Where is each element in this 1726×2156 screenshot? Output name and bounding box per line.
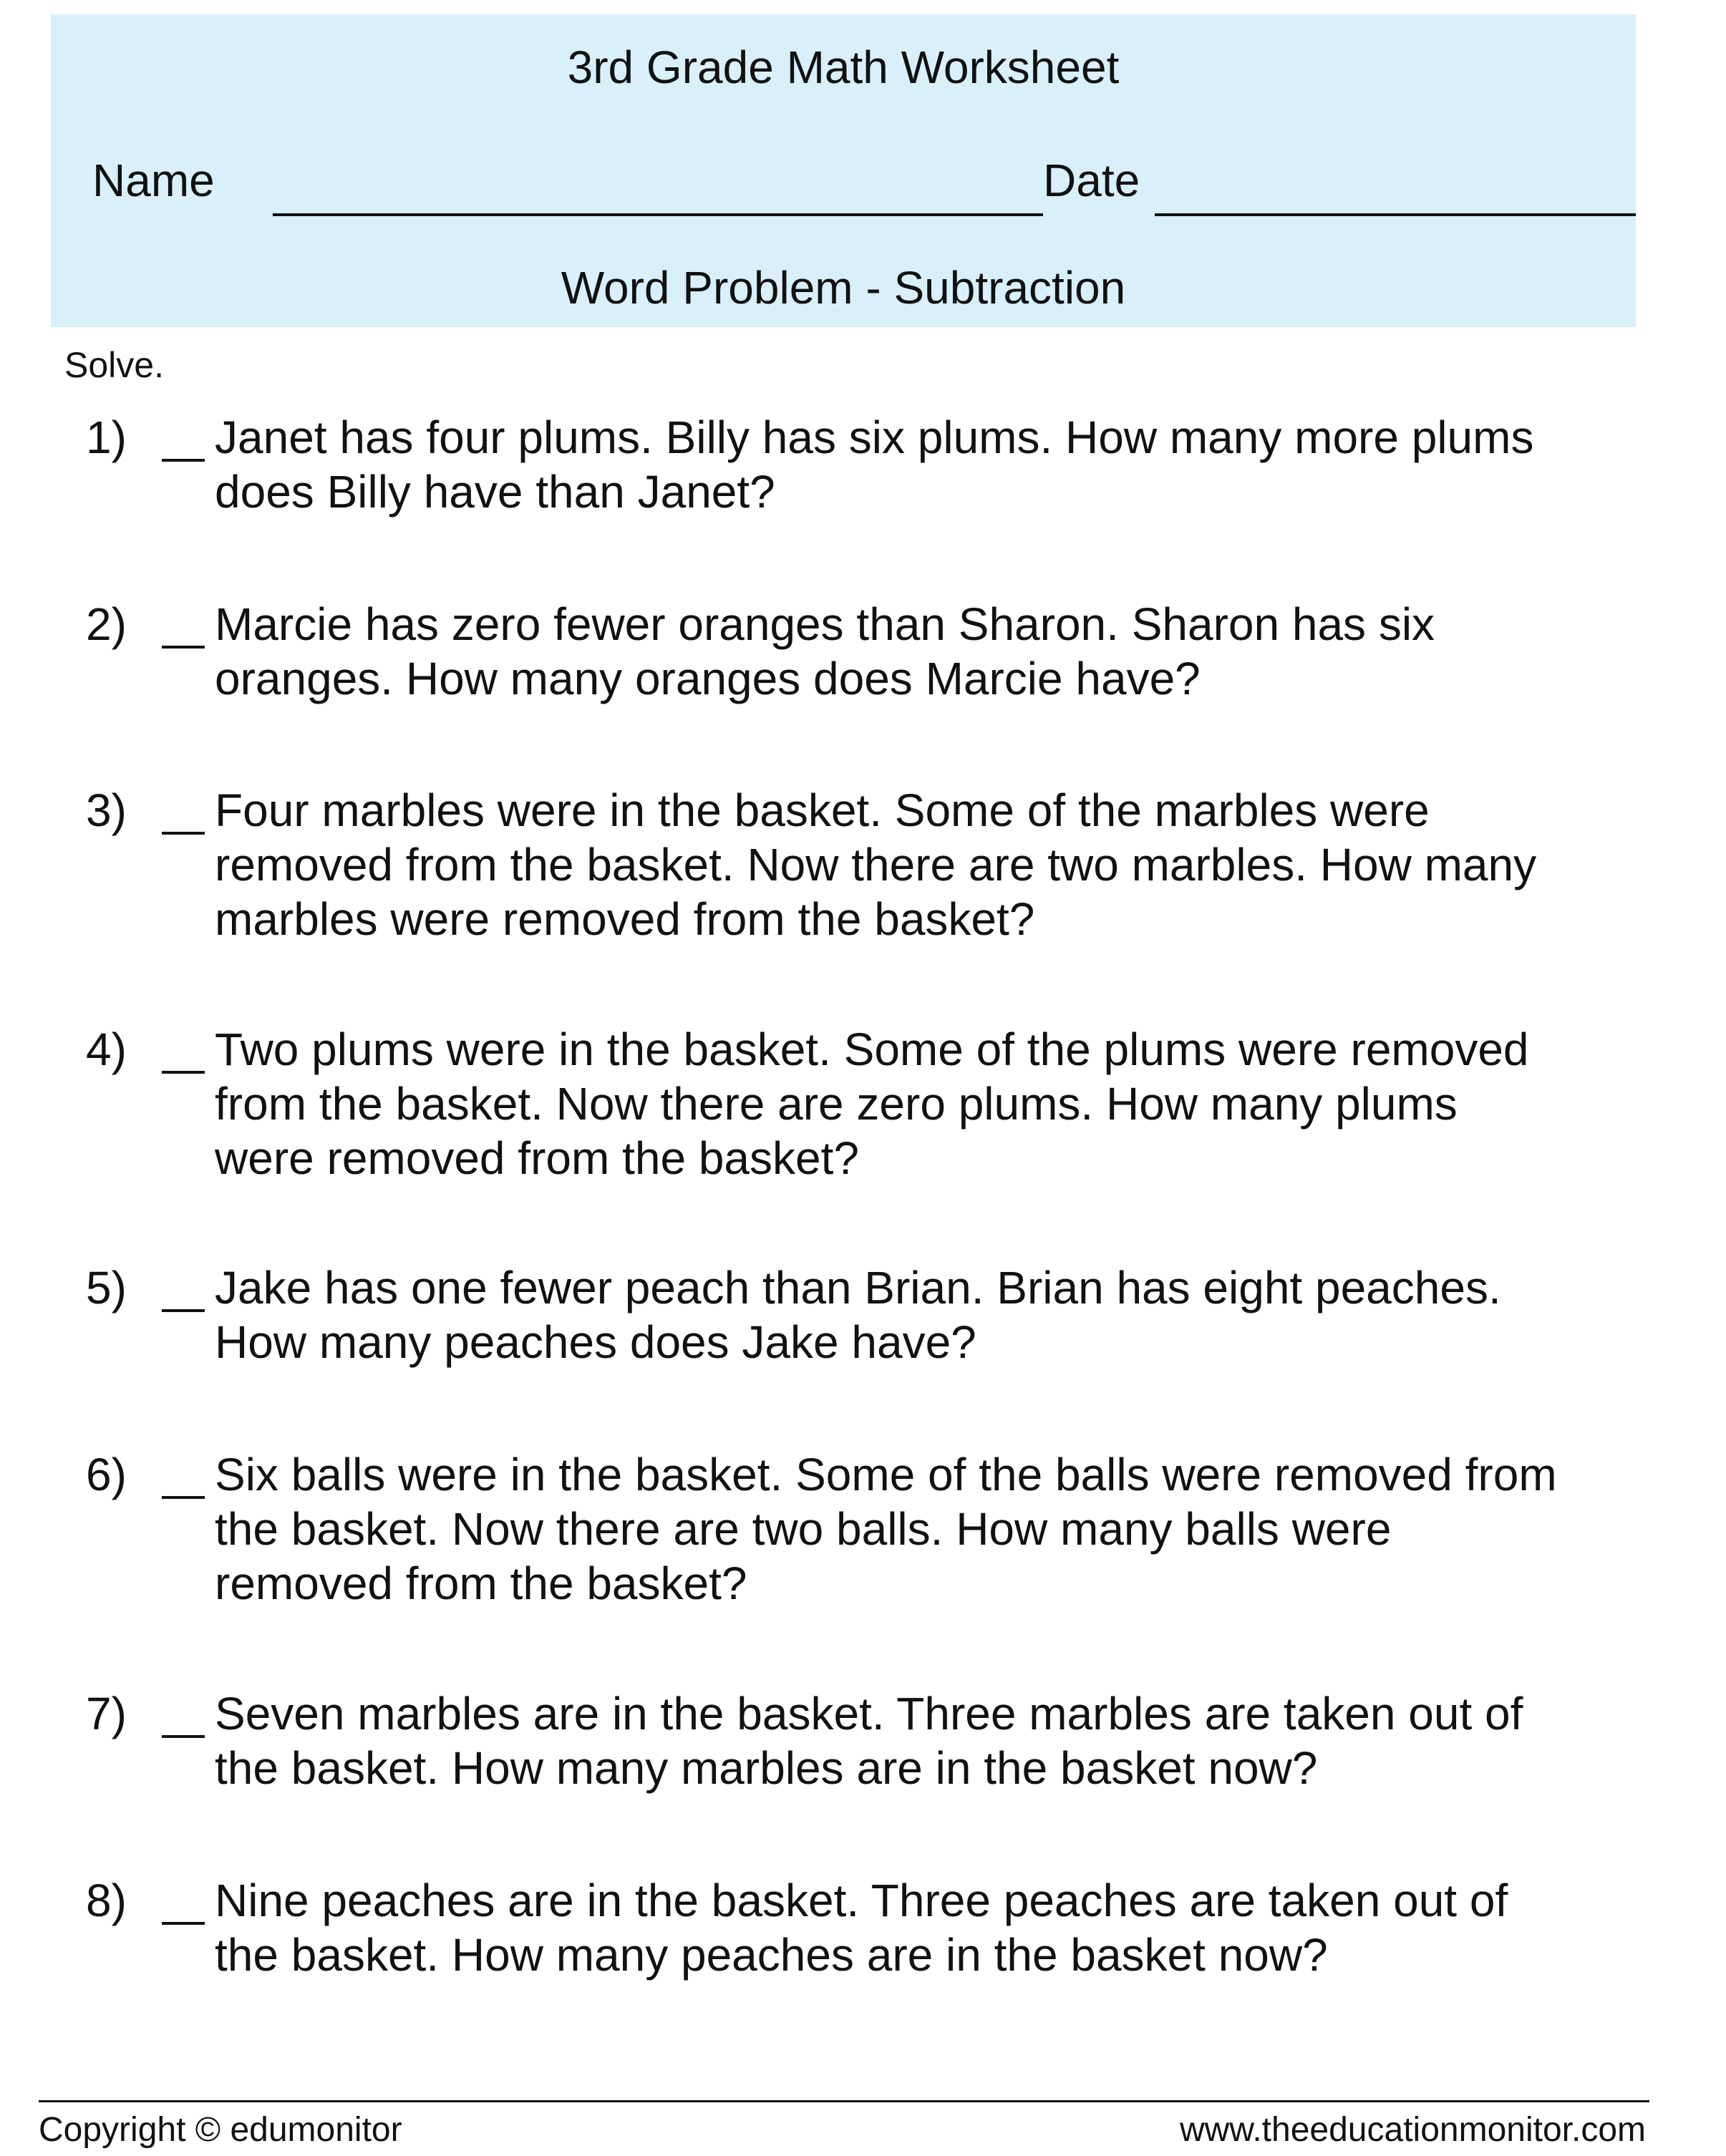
problem-number: 3) bbox=[86, 785, 127, 836]
problem-text-line: the basket. Now there are two balls. How many balls were bbox=[215, 1503, 1392, 1555]
problem-text-line: Nine peaches are in the basket. Three peaches are taken out of bbox=[215, 1875, 1508, 1926]
problem-text-line: Janet has four plums. Billy has six plums. How many more plums bbox=[215, 412, 1534, 463]
problem-text-line: from the basket. Now there are zero plums. How many plums bbox=[215, 1078, 1458, 1130]
problem-text-line: does Billy have than Janet? bbox=[215, 466, 775, 518]
problem-text bbox=[215, 1022, 1632, 1185]
problem-number: 5) bbox=[86, 1262, 127, 1313]
problem-text-line: Seven marbles are in the basket. Three marbles are taken out of bbox=[215, 1688, 1523, 1739]
answer-blank[interactable] bbox=[162, 459, 205, 462]
problem-number: 2) bbox=[86, 598, 127, 650]
problem-text-line: the basket. How many peaches are in the basket now? bbox=[215, 1929, 1328, 1981]
problem-number: 1) bbox=[86, 412, 127, 463]
problem-text-line: Four marbles were in the basket. Some of the marbles were bbox=[215, 785, 1430, 836]
copyright-text: Copyright © edumonitor bbox=[39, 2111, 402, 2149]
problem-text bbox=[215, 597, 1632, 706]
name-date-row bbox=[92, 149, 1639, 213]
problem-number: 6) bbox=[86, 1449, 127, 1500]
answer-blank[interactable] bbox=[162, 1309, 205, 1312]
problem-number: 4) bbox=[86, 1024, 127, 1075]
problem-text-line: Marcie has zero fewer oranges than Sharon. Sharon has six bbox=[215, 598, 1435, 650]
problem-text-line: removed from the basket? bbox=[215, 1558, 747, 1609]
problem-text bbox=[215, 1447, 1632, 1611]
worksheet-title: 3rd Grade Math Worksheet bbox=[567, 42, 1120, 93]
date-field[interactable] bbox=[1155, 213, 1636, 216]
problem-text bbox=[215, 1873, 1632, 1982]
problem-number: 7) bbox=[86, 1688, 127, 1739]
answer-blank[interactable] bbox=[162, 832, 205, 835]
worksheet-subtitle: Word Problem - Subtraction bbox=[561, 262, 1126, 314]
instruction-text: Solve. bbox=[64, 345, 164, 385]
problem-text bbox=[215, 1686, 1632, 1795]
date-label: Date bbox=[1043, 155, 1140, 206]
answer-blank[interactable] bbox=[162, 1496, 205, 1499]
problem-number: 8) bbox=[86, 1875, 127, 1926]
problem-text-line: Six balls were in the basket. Some of the balls were removed from bbox=[215, 1449, 1557, 1500]
worksheet-header bbox=[51, 14, 1636, 327]
answer-blank[interactable] bbox=[162, 1922, 205, 1925]
answer-blank[interactable] bbox=[162, 646, 205, 649]
problem-text-line: removed from the basket. Now there are two marbles. How many bbox=[215, 839, 1537, 890]
problem-text bbox=[215, 1261, 1632, 1369]
website-text: www.theeducationmonitor.com bbox=[1180, 2111, 1646, 2149]
problem-text-line: oranges. How many oranges does Marcie have? bbox=[215, 653, 1201, 704]
name-label: Name bbox=[92, 155, 215, 206]
name-field[interactable] bbox=[273, 213, 1043, 216]
problem-text-line: were removed from the basket? bbox=[215, 1132, 859, 1184]
problem-text-line: Two plums were in the basket. Some of the plums were removed bbox=[215, 1024, 1529, 1075]
problem-text-line: How many peaches does Jake have? bbox=[215, 1316, 976, 1368]
answer-blank[interactable] bbox=[162, 1071, 205, 1074]
problem-text bbox=[215, 783, 1632, 946]
problem-text-line: the basket. How many marbles are in the basket now? bbox=[215, 1742, 1318, 1794]
problem-text bbox=[215, 410, 1632, 519]
footer-divider bbox=[39, 2100, 1649, 2102]
problem-text-line: Jake has one fewer peach than Brian. Brian has eight peaches. bbox=[215, 1262, 1501, 1313]
answer-blank[interactable] bbox=[162, 1735, 205, 1738]
problem-text-line: marbles were removed from the basket? bbox=[215, 893, 1035, 945]
